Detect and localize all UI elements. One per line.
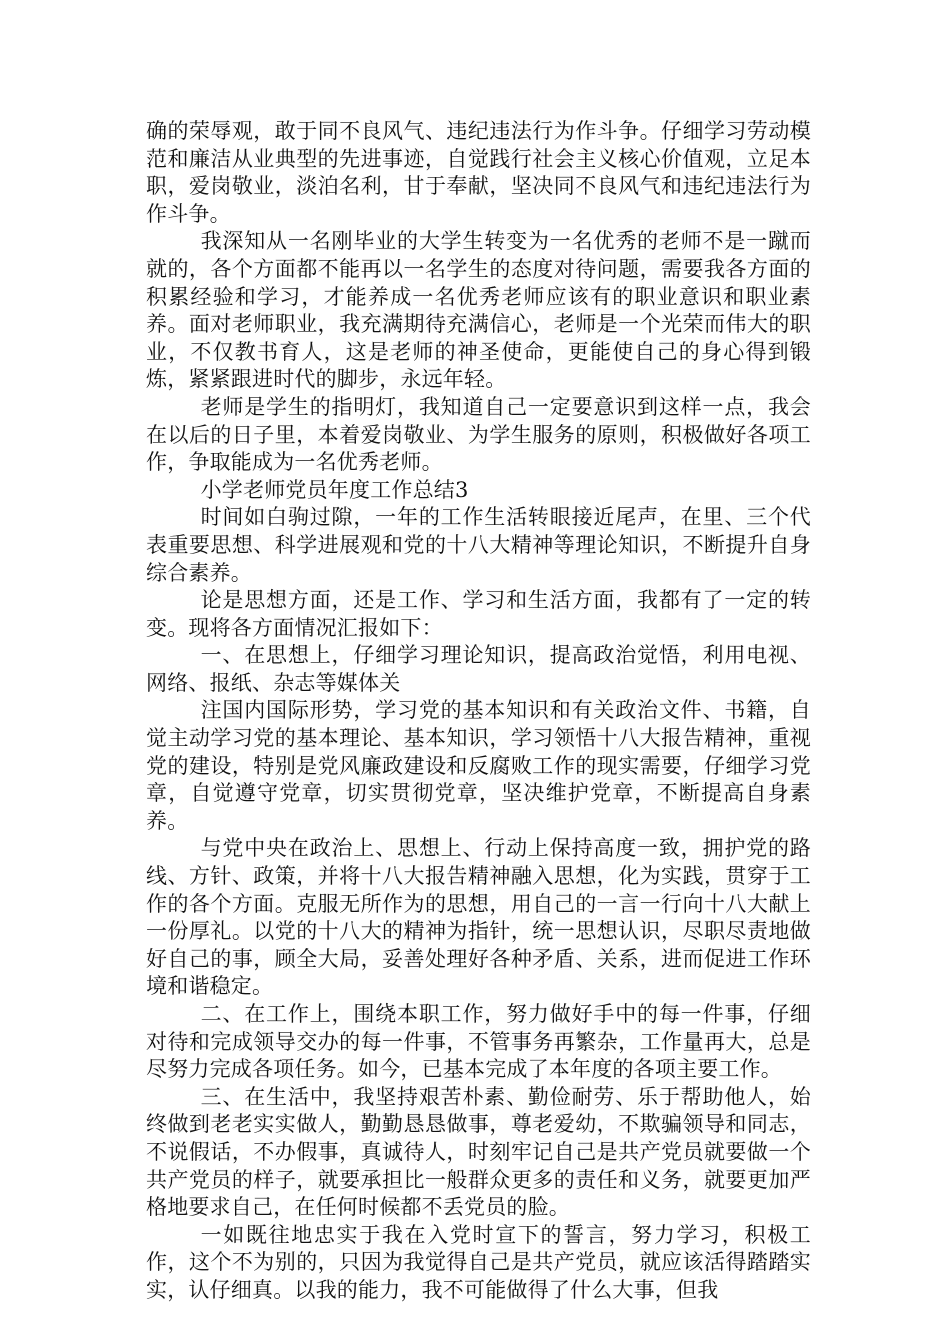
paragraph-4: 时间如白驹过隙，一年的工作生活转眼接近尾声，在里、三个代表重要思想、科学进展观和党的十八大精神等理论知识，不断提升自身综合素养。 bbox=[146, 505, 811, 585]
paragraph-2: 我深知从一名刚毕业的大学生转变为一名优秀的老师不是一蹴而就的，各个方面都不能再以一名学生的态度对待问题，需要我各方面的积累经验和学习，才能养成一名优秀老师应该有的职业意识和职业素养。面对老师职业，我充满期待充满信心，老师是一个光荣而伟大的职业，不仅教书育人，这是老师的神圣使命，更能使自己的身心得到锻炼，紧紧跟进时代的脚步，永远年轻。 bbox=[146, 229, 811, 392]
section-heading: 小学老师党员年度工作总结3 bbox=[200, 477, 469, 502]
paragraph-8: 与党中央在政治上、思想上、行动上保持高度一致，拥护党的路线、方针、政策，并将十八大报告精神融入思想，化为实践，贯穿于工作的各个方面。克服无所作为的思想，用自己的一言一行向十八大献上一份厚礼。以党的十八大的精神为指针，统一思想认识，尽职尽责地做好自己的事，顾全大局，妥善处理好各种矛盾、关系，进而促进工作环境和谐稳定。 bbox=[146, 836, 811, 999]
paragraph-1: 确的荣辱观，敢于同不良风气、违纪违法行为作斗争。仔细学习劳动模范和廉洁从业典型的先进事迹，自觉践行社会主义核心价值观，立足本职，爱岗敬业，淡泊名利，甘于奉献，坚决同不良风气和违纪违法行为作斗争。 bbox=[146, 119, 811, 226]
document-body bbox=[146, 118, 811, 1305]
paragraph-5: 论是思想方面，还是工作、学习和生活方面，我都有了一定的转变。现将各方面情况汇报如下： bbox=[146, 588, 811, 640]
paragraph-7: 注国内国际形势，学习党的基本知识和有关政治文件、书籍，自觉主动学习党的基本理论、基本知识，学习领悟十八大报告精神，重视党的建设，特别是党风廉政建设和反腐败工作的现实需要，仔细学习党章，自觉遵守党章，切实贯彻党章，坚决维护党章，不断提高自身素养。 bbox=[146, 698, 811, 833]
paragraph-11: 一如既往地忠实于我在入党时宣下的誓言，努力学习，积极工作，这个不为别的，只因为我觉得自己是共产党员，就应该活得踏踏实实，认仔细真。以我的能力，我不可能做得了什么大事，但我 bbox=[146, 1222, 811, 1302]
paragraph-3: 老师是学生的指明灯，我知道自己一定要意识到这样一点，我会在以后的日子里，本着爱岗敬业、为学生服务的原则，积极做好各项工作，争取能成为一名优秀老师。 bbox=[146, 394, 811, 475]
paragraph-10: 三、在生活中，我坚持艰苦朴素、勤俭耐劳、乐于帮助他人，始终做到老老实实做人，勤勤恳恳做事，尊老爱幼，不欺骗领导和同志，不说假话，不办假事，真诚待人，时刻牢记自己是共产党员就要做一个共产党员的样子，就要承担比一般群众更多的责任和义务，就要更加严格地要求自己，在任何时候都不丢党员的脸。 bbox=[146, 1084, 811, 1220]
paragraph-9: 二、在工作上，围绕本职工作，努力做好手中的每一件事，仔细对待和完成领导交办的每一件事，不管事务再繁杂，工作量再大，总是尽努力完成各项任务。如今，已基本完成了本年度的各项主要工作。 bbox=[146, 1002, 811, 1082]
paragraph-6: 一、在思想上，仔细学习理论知识，提高政治觉悟，利用电视、网络、报纸、杂志等媒体关 bbox=[146, 643, 811, 695]
